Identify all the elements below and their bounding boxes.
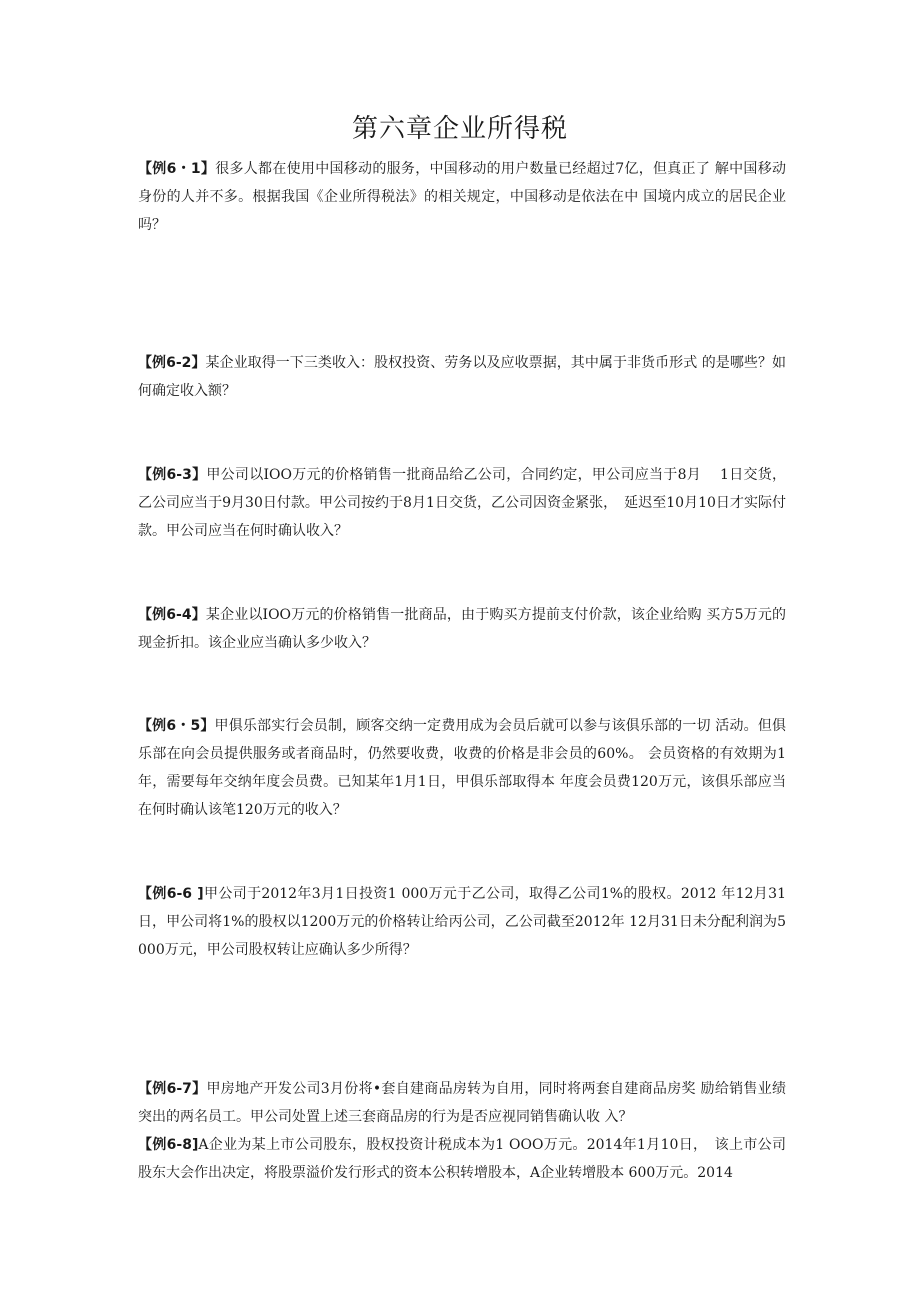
example-6-3 (138, 461, 786, 545)
example-6-4 (138, 601, 786, 657)
example-text: A企业为某上市公司股东，股权投资计税成本为1 OOO万元。2014年1月10日， 该上市公司股东大会作出决定，将股票溢价发行形式的资本公积转增股本，A企业转增股本 600万元。2014 (138, 1137, 786, 1181)
example-6-1 (138, 155, 786, 239)
example-6-2 (138, 349, 786, 405)
example-tag: 【例6・1】 (138, 161, 216, 177)
example-tag: 【例6-8] (138, 1137, 199, 1153)
example-tag: 【例6-4】 (138, 607, 206, 623)
example-tag: 【例6・5】 (138, 718, 215, 734)
page-title: 第六章企业所得税 (351, 114, 568, 144)
example-tag: 【例6-2】 (138, 355, 206, 371)
example-tag: 【例6-6 ] (138, 886, 204, 902)
example-text: 甲俱乐部实行会员制，顾客交纳一定费用成为会员后就可以参与该俱乐部的一切 活动。但俱乐部在向会员提供服务或者商品时，仍然要收费，收费的价格是非会员的60%。 会员资格的有效期为1年，需要每年交纳年度会员费。已知某年1月1日，甲俱乐部取得本 年度会员费120万元，该俱乐部应当在何时确认该笔120万元的收入？ (138, 718, 787, 818)
example-text: 某企业以IOO万元的价格销售一批商品，由于购买方提前支付价款，该企业给购 买方5万元的现金折扣。该企业应当确认多少收入？ (138, 607, 786, 651)
example-6-7 (138, 1075, 786, 1131)
example-tag: 【例6-3】 (138, 467, 207, 483)
example-text: 甲公司以IOO万元的价格销售一批商品给乙公司，合同约定，甲公司应当于8月 1日交货，乙公司应当于9月30日付款。甲公司按约于8月1日交货，乙公司因资金紧张， 延迟至10月10日才实际付款。甲公司应当在何时确认收入？ (138, 467, 787, 539)
example-text: 很多人都在使用中国移动的服务，中国移动的用户数量已经超过7亿，但真正了 解中国移动身份的人并不多。根据我国《企业所得税法》的相关规定，中国移动是依法在中 国境内成立的居民企业吗？ (138, 161, 786, 233)
example-text: 甲公司于2012年3月1日投资1 000万元于乙公司，取得乙公司1%的股权。2012 年12月31日，甲公司将1%的股权以1200万元的价格转让给丙公司，乙公司截至2012年 12月31日未分配利润为5 000万元，甲公司股权转让应确认多少所得？ (138, 886, 786, 958)
example-6-6 (138, 880, 786, 964)
example-6-8 (138, 1131, 786, 1187)
example-text: 某企业取得一下三类收入：股权投资、劳务以及应收票据，其中属于非货币形式 的是哪些？如何确定收入额？ (138, 355, 786, 399)
example-text: 甲房地产开发公司3月份将•套自建商品房转为自用，同时将两套自建商品房奖 励给销售业绩突出的两名员工。甲公司处置上述三套商品房的行为是否应视同销售确认收 入？ (138, 1081, 786, 1125)
example-6-5 (138, 712, 786, 824)
example-tag: 【例6-7】 (138, 1081, 207, 1097)
